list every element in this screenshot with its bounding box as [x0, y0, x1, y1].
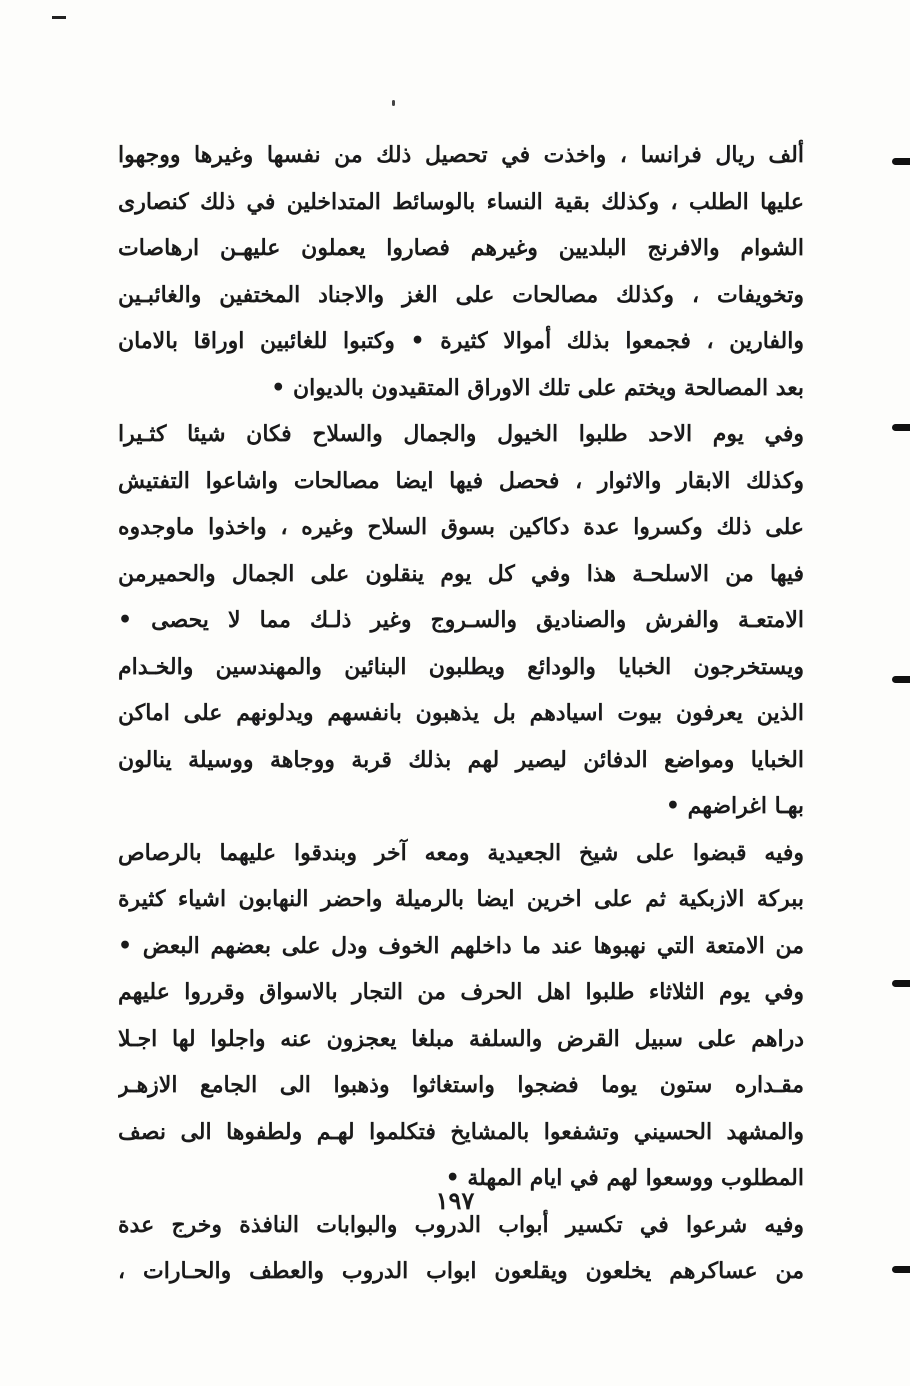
binding-edge-mark — [892, 676, 910, 683]
text-line: عليها الطلب ، وكذلك بقية النساء بالوسائط المتداخلين في ذلك كنصارى — [118, 188, 804, 215]
text-line: وفي يوم الاحد طلبوا الخيول والجمال والسلاح فكان شيئا كثـيرا — [118, 421, 804, 447]
text-line: ويستخرجون الخبايا والودائع ويطلبون البنائين والمهندسين والخـدام — [118, 653, 804, 680]
text-line: الذين يعرفون بيوت اسيادهم بل يذهبون بانفسهم ويدلونهم على اماكن — [118, 700, 804, 726]
text-line: وفيه قبضوا على شيخ الجعيدية ومعه آخر وبندقوا عليهما بالرصاص — [118, 839, 804, 866]
page-number: ١٩٧ — [435, 1186, 475, 1215]
text-line: ألف ريال فرانسا ، واخذت في تحصيل ذلك من نفسها وغيرها ووجهوا — [118, 142, 804, 168]
binding-edge-mark — [892, 980, 910, 987]
text-line: وفيه شرعوا في تكسير أبواب الدروب والبوابات النافذة وخرج عدة — [118, 1211, 804, 1238]
text-line: على ذلك وكسروا عدة دكاكين بسوق السلاح وغيره ، واخذوا ماوجدوه — [118, 514, 804, 540]
text-line: الشوام والافرنج البلديين وغيرهم فصاروا يعملون عليهـن ارهاصات — [118, 235, 804, 261]
text-line: وفي يوم الثلاثاء طلبوا اهل الحرف من التجار بالاسواق وقرروا عليهم — [118, 979, 804, 1005]
text-line: وكذلك الابقار والاثوار ، فحصل فيها ايضا مصالحات واشاعوا التفتيش — [118, 467, 804, 494]
text-line: بهـا اغراضهم • — [665, 793, 804, 819]
binding-edge-mark — [892, 158, 910, 165]
text-line: من عساكرهم يخلعون ويقلعون ابواب الدروب والعطف والحـارات ، — [118, 1258, 804, 1284]
body-text — [118, 132, 804, 1295]
text-line: والمشهد الحسيني وتشفعوا بالمشايخ فتكلموا لهـم ولطفوها الى نصف — [118, 1118, 804, 1145]
text-line: الخبايا ومواضع الدفائن ليصير لهم بذلك قربة ووجاهة ووسيلة ينالون — [118, 746, 804, 773]
binding-edge-mark — [892, 1266, 910, 1273]
text-line: دراهم على سبيل القرض والسلفة مبلغا يعجزون عنه واجلوا لها اجـلا — [118, 1025, 804, 1052]
text-line: مقـداره ستون يوما فضجوا واستغاثوا وذهبوا الى الجامع الازهـر — [118, 1072, 804, 1098]
text-line: فيها من الاسلحـة هذا وفي كل يوم ينقلون على الجمال والحميرمن — [118, 560, 804, 587]
text-line: الامتعـة والفرش والصناديق والسـروج وغير ذلـك مما لا يحصى • — [118, 607, 804, 633]
text-line: بعد المصالحة ويختم على تلك الاوراق المتقيدون بالديوان • — [271, 374, 804, 401]
binding-edge-mark — [892, 424, 910, 431]
text-line: المطلوب ووسعوا لهم في ايام المهلة • — [445, 1165, 804, 1191]
text-line: وتخويفات ، وكذلك مصالحات على الغز والاجناد المختفين والغائبـين — [118, 281, 804, 308]
ink-speck — [392, 100, 395, 106]
text-line: ببركة الازبكية ثم على اخرين ايضا بالرميلة واحضر النهابون اشياء كثيرة — [118, 886, 804, 912]
text-line: من الامتعة التي نهبوها عند ما داخلهم الخوف ودل على بعضهم البعض • — [118, 932, 804, 959]
corner-mark — [52, 16, 66, 19]
text-line: والفارين ، فجمعوا بذلك أموالا كثيرة • وكتبوا للغائبين اوراقا بالامان — [118, 328, 804, 354]
